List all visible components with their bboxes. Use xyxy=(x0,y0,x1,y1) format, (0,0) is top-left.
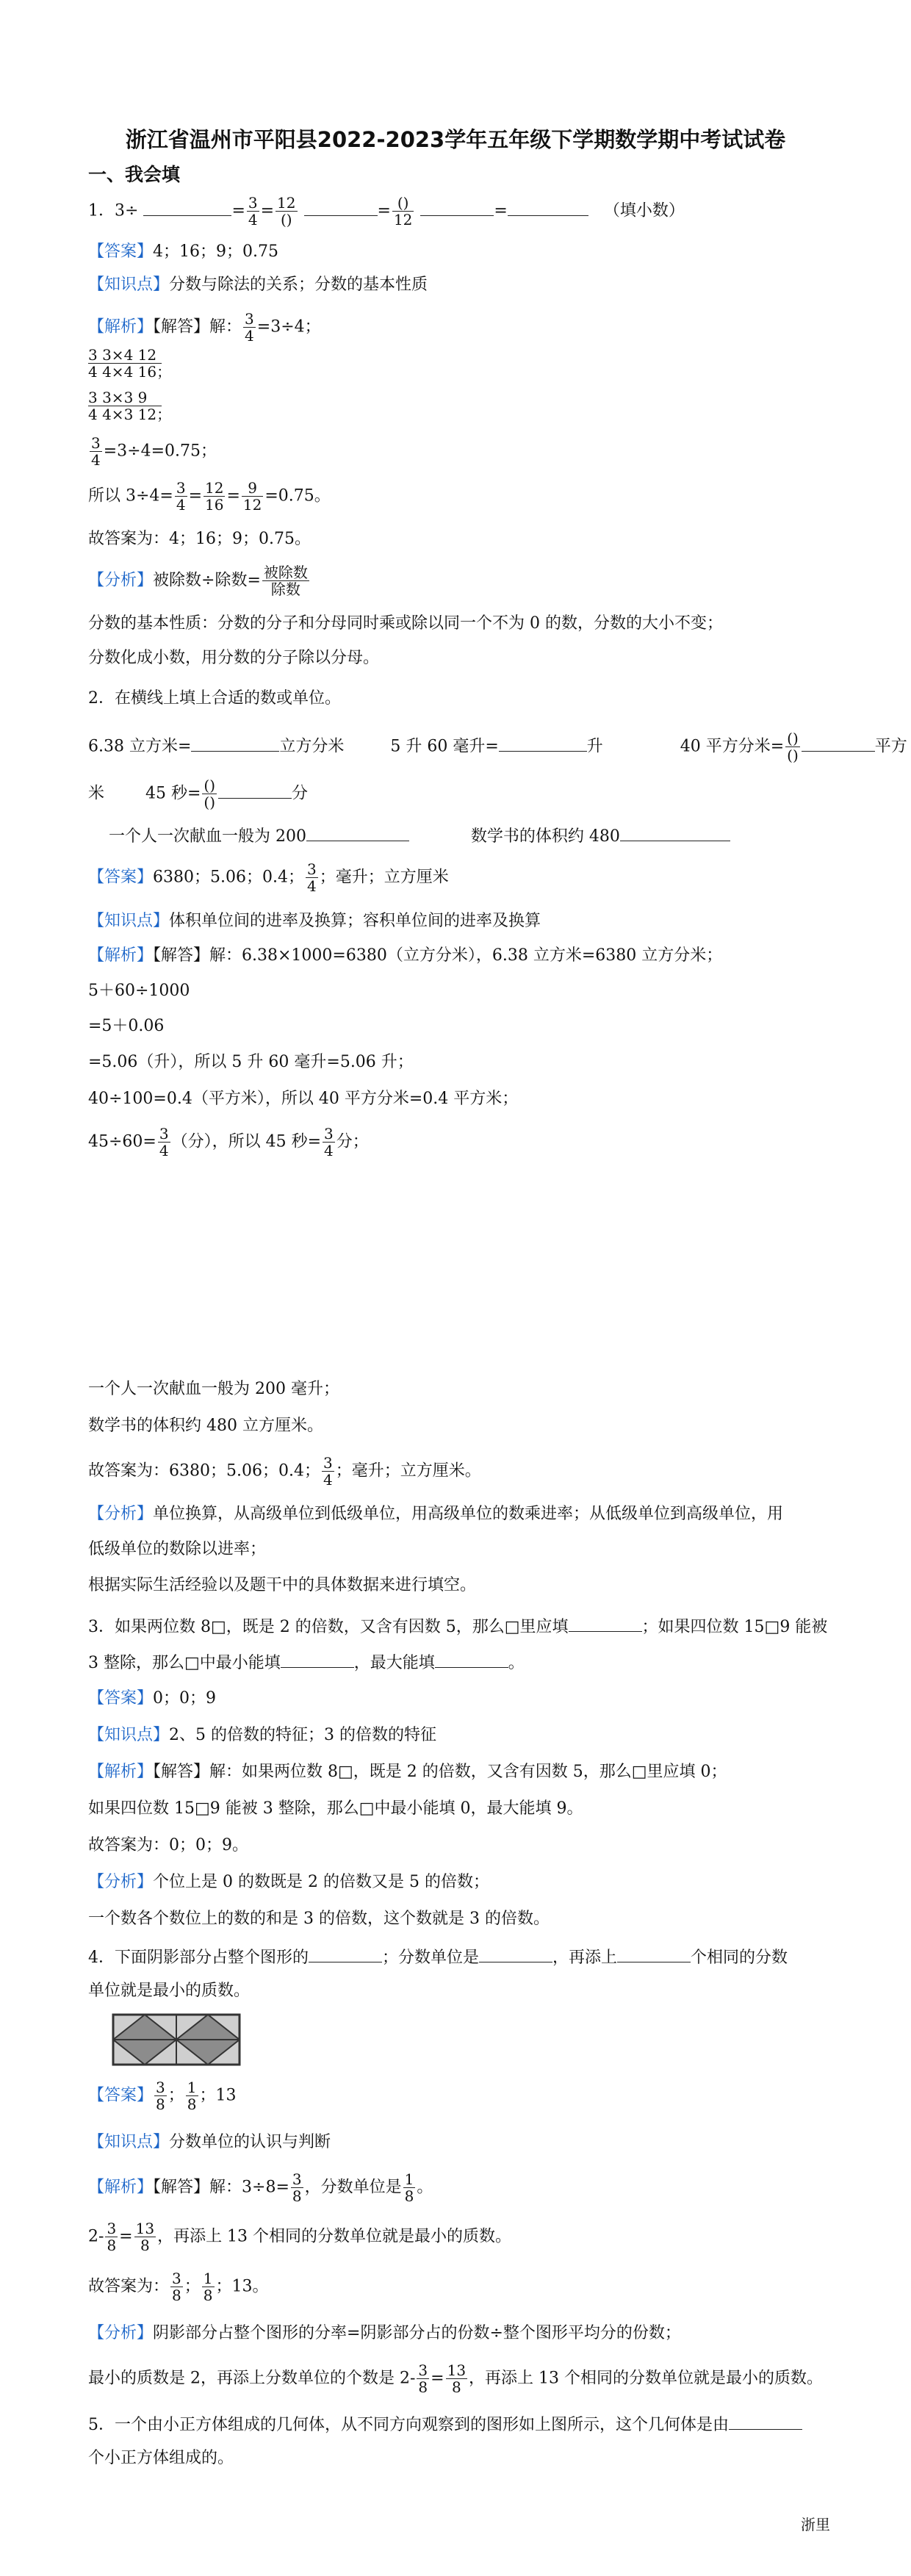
q2-blank-3[interactable] xyxy=(802,733,875,752)
q2-step-5: 45÷60= $\frac{3}{4}$ （分），所以 45 秒= $\frac{3}{4}$ 分； xyxy=(88,1125,369,1159)
q2-answer: 【答案】6380；5.06；0.4； $\frac{3}{4}$ ；毫升；立方厘米 xyxy=(88,860,449,895)
q3-knowledge: 【知识点】2、5 的倍数的特征；3 的倍数的特征 xyxy=(88,1726,436,1744)
q4-stem-2: 单位就是最小的质数。 xyxy=(88,1982,251,2000)
q1-conclusion: 故答案为：4；16；9；0.75。 xyxy=(88,530,311,548)
q2-blank-2[interactable] xyxy=(499,733,587,752)
q1-analysis: 【解析】【解答】解： $\frac{3}{4}$ =3÷4； xyxy=(88,310,321,345)
q1-step-2: 3 3×3 9 4 4×3 12； xyxy=(88,389,172,423)
q2-step-2: =5＋0.06 xyxy=(88,1017,165,1035)
q4-analysis: 【解析】【解答】解：3÷8= $\frac{3}{8}$ ，分数单位是 $\frac{1}{8}$ 。 xyxy=(88,2170,433,2205)
q2-blank-5[interactable] xyxy=(306,823,409,841)
q3-conclusion: 故答案为：0；0；9。 xyxy=(88,1836,248,1854)
q1-summary-2: 分数的基本性质：分数的分子和分母同时乘或除以同一个不为 0 的数，分数的大小不变； xyxy=(88,614,723,633)
q1-step-4: 所以 3÷4= $\frac{3}{4}$ = $\frac{12}{16}$ = $\frac{9}{12}$ =0.75。 xyxy=(88,479,331,514)
q1-blank-1[interactable] xyxy=(143,198,231,216)
q2-stem: 2．在横线上填上合适的数或单位。 xyxy=(88,689,342,708)
q3-analysis: 【解析】【解答】解：如果两位数 8□，既是 2 的倍数，又含有因数 5，那么□里应填 0； xyxy=(88,1763,727,1781)
page-title: 浙江省温州市平阳县2022-2023学年五年级下学期数学期中考试试卷 xyxy=(125,127,786,152)
q3-summary-2: 一个数各个数位上的数的和是 3 的倍数，这个数就是 3 的倍数。 xyxy=(88,1910,550,1928)
q4-summary-2: 最小的质数是 2，再添上分数单位的个数是 2- $\frac{3}{8}$ = $\frac{13}{8}$ ，再添上 13 个相同的分数单位就是最小的质数。 xyxy=(88,2361,824,2396)
q3-step-1: 如果四位数 15□9 能被 3 整除，那么□中最小能填 0，最大能填 9。 xyxy=(88,1799,583,1818)
q3-answer: 【答案】0；0；9 xyxy=(88,1689,217,1708)
q1-step-3: $\frac{3}{4}$ =3÷4=0.75； xyxy=(91,434,217,469)
q4-conclusion: 故答案为： $\frac{3}{8}$ ； $\frac{1}{8}$ ；13。 xyxy=(88,2270,269,2304)
q4-summary: 【分析】阴影部分占整个图形的分率=阴影部分占的份数÷整个图形平均分的份数； xyxy=(88,2324,681,2342)
q2-conclusion: 故答案为：6380；5.06；0.4； $\frac{3}{4}$ ；毫升；立方厘米。 xyxy=(88,1454,481,1489)
q1-step-1: 3 3×4 12 4 4×4 16； xyxy=(88,346,172,381)
q1-summary-3: 分数化成小数，用分数的分子除以分母。 xyxy=(88,649,380,667)
q2-line-3: 一个人一次献血一般为 200 数学书的体积约 480 xyxy=(88,823,829,849)
q3-blank-2[interactable] xyxy=(281,1649,354,1668)
q4-blank-3[interactable] xyxy=(617,1944,691,1962)
q4-step-1: 2- $\frac{3}{8}$ = $\frac{13}{8}$ ，再添上 13 个相同的分数单位就是最小的质数。 xyxy=(88,2220,512,2254)
q1-frac-12-blank: $\frac{12}{()}$ xyxy=(277,194,296,229)
q2-step-1: 5＋60÷1000 xyxy=(88,982,190,1000)
q1-frac-blank-12: $\frac{()}{12}$ xyxy=(393,194,413,229)
q1-answer: 【答案】4；16；9；0.75 xyxy=(88,242,278,261)
q2-step-4: 40÷100=0.4（平方米），所以 40 平方分米=0.4 平方米； xyxy=(88,1090,519,1108)
q2-knowledge: 【知识点】体积单位间的进率及换算；容积单位间的进率及换算 xyxy=(88,912,541,930)
q2-blank-6[interactable] xyxy=(620,823,730,841)
q2-summary-2: 低级单位的数除以进率； xyxy=(88,1540,267,1558)
q5-stem-2: 个小正方体组成的。 xyxy=(88,2449,234,2467)
q4-stem: 4．下面阴影部分占整个图形的 ；分数单位是 ，再添上 个相同的分数 xyxy=(88,1944,829,1970)
q4-shaded-figure xyxy=(110,2012,242,2068)
page-footer: 浙里 xyxy=(801,2516,830,2533)
q1-blank-4[interactable] xyxy=(508,198,588,216)
q4-blank-2[interactable] xyxy=(479,1944,552,1962)
q2-analysis: 【解析】【解答】解：6.38×1000=6380（立方分米），6.38 立方米=6380 立方分米； xyxy=(88,946,723,965)
q5-blank-1[interactable] xyxy=(729,2411,802,2430)
q2-line-2: 米 45 秒= $\frac{()}{()}$ 分 xyxy=(88,777,309,811)
q2-blank-1[interactable] xyxy=(191,733,279,752)
q1-blank-2[interactable] xyxy=(304,198,378,216)
q4-blank-1[interactable] xyxy=(309,1944,382,1962)
q1-knowledge: 【知识点】分数与除法的关系；分数的基本性质 xyxy=(88,276,428,294)
q2-summary: 【分析】单位换算，从高级单位到低级单位，用高级单位的数乘进率；从低级单位到高级单位，用 xyxy=(88,1505,784,1523)
q3-blank-1[interactable] xyxy=(569,1613,642,1632)
q3-summary: 【分析】个位上是 0 的数既是 2 的倍数又是 5 的倍数； xyxy=(88,1873,489,1891)
q2-step-6: 一个人一次献血一般为 200 毫升； xyxy=(88,1380,339,1398)
q4-knowledge: 【知识点】分数单位的认识与判断 xyxy=(88,2133,331,2151)
q2-line-1: 6.38 立方米= 立方分米 5 升 60 毫升= 升 40 平方分米= $\frac{()}{()}$ 平方 xyxy=(88,730,907,764)
q2-blank-4[interactable] xyxy=(218,780,292,799)
q3-stem: 3．如果两位数 8□，既是 2 的倍数，又含有因数 5，那么□里应填 ；如果四位数 15□9 能被 xyxy=(88,1613,829,1639)
q3-stem-2: 3 整除，那么□中最小能填 ，最大能填 。 xyxy=(88,1649,829,1675)
q3-blank-3[interactable] xyxy=(435,1649,508,1668)
q1-frac-3-4: $\frac{3}{4}$ xyxy=(248,194,258,229)
q2-summary-3: 根据实际生活经验以及题干中的具体数据来进行填空。 xyxy=(88,1576,477,1594)
q1-stem: 1．3÷ = $\frac{3}{4}$ = $\frac{12}{()}$ = $\frac{()}{12}$ = （填小数） xyxy=(88,194,685,229)
q5-stem: 5．一个由小正方体组成的几何体，从不同方向观察到的图形如上图所示，这个几何体是由 xyxy=(88,2411,829,2437)
q4-answer: 【答案】 $\frac{3}{8}$ ； $\frac{1}{8}$ ；13 xyxy=(88,2079,237,2113)
section-heading: 一、我会填 xyxy=(88,164,181,185)
q2-step-7: 数学书的体积约 480 立方厘米。 xyxy=(88,1417,323,1435)
q1-blank-3[interactable] xyxy=(420,198,494,216)
q1-summary: 【分析】被除数÷除数= $\frac{\text{被除数}}{\text{除数}}$ xyxy=(88,564,308,598)
q2-step-3: =5.06（升），所以 5 升 60 毫升=5.06 升； xyxy=(88,1053,414,1071)
